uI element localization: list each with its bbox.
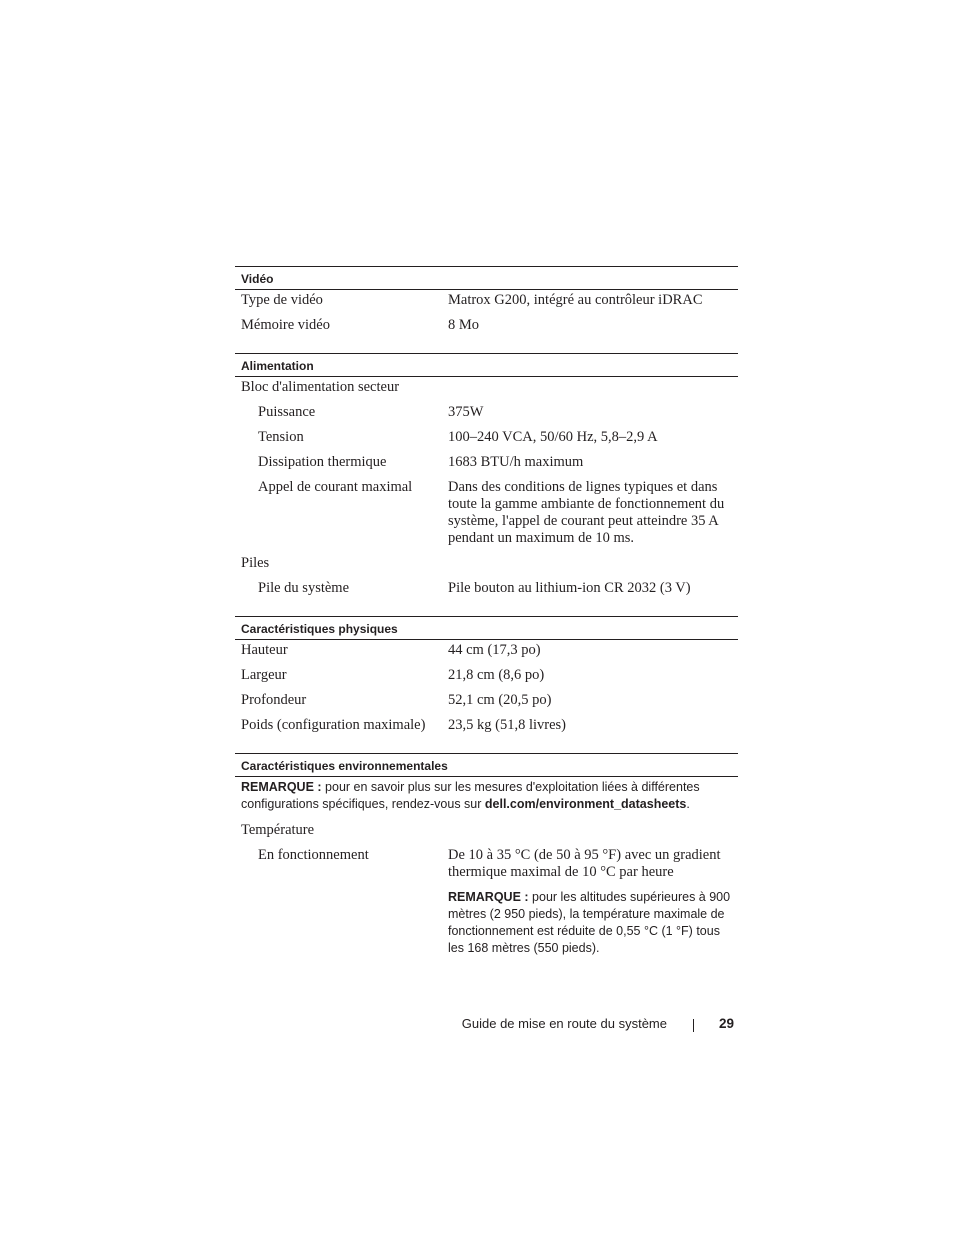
spec-label: Largeur	[241, 667, 287, 683]
spec-value: 44 cm (17,3 po)	[448, 642, 541, 658]
spec-label: Puissance	[258, 404, 316, 420]
note-label: REMARQUE :	[241, 780, 322, 794]
footer-divider	[693, 1019, 694, 1032]
note-text: pour en savoir plus sur les mesures d'exploitation liées à différentes configurations spécifiques, rendez-vous sur	[241, 780, 700, 811]
footer-title: Guide de mise en route du système	[461, 1016, 667, 1031]
spec-row-heat-dissipation	[235, 454, 738, 479]
spec-label: Appel de courant maximal	[258, 479, 413, 495]
spec-table	[235, 266, 738, 957]
spec-group-label: Piles	[241, 555, 270, 571]
spec-label: Type de vidéo	[241, 292, 323, 308]
spec-value: Matrox G200, intégré au contrôleur iDRAC	[448, 292, 703, 308]
section-heading-physical: Caractéristiques physiques	[235, 616, 738, 640]
spec-value: 1683 BTU/h maximum	[448, 454, 584, 470]
spec-group-temperature	[235, 822, 738, 847]
spec-row-inrush-current	[235, 479, 738, 555]
spec-row-width	[235, 667, 738, 692]
spec-value: 375W	[448, 404, 484, 420]
note-end: .	[686, 797, 690, 811]
spec-row-depth	[235, 692, 738, 717]
note-label: REMARQUE :	[448, 890, 529, 904]
operating-note	[448, 889, 734, 957]
spec-value: 52,1 cm (20,5 po)	[448, 692, 552, 708]
spec-row-video-type	[235, 292, 738, 317]
spec-row-wattage	[235, 404, 738, 429]
spec-label: Dissipation thermique	[258, 454, 387, 470]
spec-row-video-memory	[235, 317, 738, 353]
section-heading-video: Vidéo	[235, 266, 738, 290]
spec-value: De 10 à 35 °C (de 50 à 95 °F) avec un gradient thermique maximal de 10 °C par heure	[448, 847, 721, 880]
environment-note	[235, 779, 738, 822]
spec-group-label: Bloc d'alimentation secteur	[241, 379, 400, 395]
spec-value-group	[448, 847, 738, 957]
spec-label: En fonctionnement	[258, 847, 369, 863]
spec-group-batteries	[235, 555, 738, 580]
spec-group-label: Température	[241, 822, 315, 838]
spec-label: Mémoire vidéo	[241, 317, 330, 333]
spec-row-operating-temperature	[235, 847, 738, 957]
spec-label: Profondeur	[241, 692, 307, 708]
spec-row-weight	[235, 717, 738, 753]
spec-value: 23,5 kg (51,8 livres)	[448, 717, 566, 733]
spec-value: 100–240 VCA, 50/60 Hz, 5,8–2,9 A	[448, 429, 658, 445]
section-heading-environmental: Caractéristiques environnementales	[235, 753, 738, 777]
spec-label: Tension	[258, 429, 304, 445]
spec-value: 21,8 cm (8,6 po)	[448, 667, 545, 683]
spec-value: 8 Mo	[448, 317, 480, 333]
spec-row-height	[235, 642, 738, 667]
spec-value: Dans des conditions de lignes typiques et dans toute la gamme ambiante de fonctionnement du système, l'appel de courant peut atteindre 35 A pendant un maximum de 10 ms.	[448, 479, 725, 546]
note-text: pour les altitudes supérieures à 900 mètres (2 950 pieds), la température maximale de fonctionnement est réduite de 0,55 °C (1 °F) tous les 168 mètres (550 pieds).	[448, 890, 731, 955]
spec-group-ac-supply	[235, 379, 738, 404]
spec-row-system-battery	[235, 580, 738, 616]
page-number: 29	[718, 1016, 734, 1031]
spec-value: Pile bouton au lithium-ion CR 2032 (3 V)	[448, 580, 691, 596]
spec-label: Poids (configuration maximale)	[241, 717, 426, 733]
spec-row-voltage	[235, 429, 738, 454]
datasheets-link[interactable]: dell.com/environment_datasheets	[484, 797, 687, 811]
spec-label: Hauteur	[241, 642, 288, 658]
spec-label: Pile du système	[258, 580, 350, 596]
section-heading-power: Alimentation	[235, 353, 738, 377]
page-footer	[0, 1015, 954, 1035]
